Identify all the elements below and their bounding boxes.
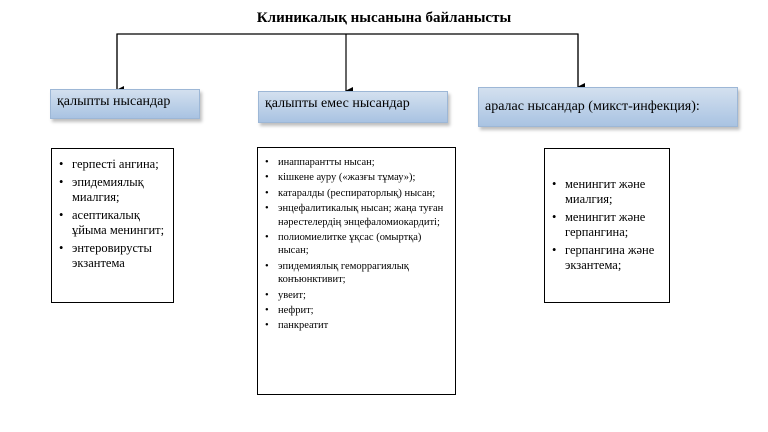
list-item: • катаралды (респираторлық) нысан; [262, 187, 451, 200]
list-item: • панкреатит [262, 319, 451, 332]
category-label: аралас нысандар (микст-инфекция): [485, 99, 700, 114]
category-normal-forms [50, 89, 200, 119]
list-item: • увеит; [262, 289, 451, 302]
category-label: қалыпты емес нысандар [265, 96, 410, 111]
list-item: • менингит және миалгия; [549, 177, 665, 207]
category-mixed-forms [478, 87, 738, 127]
mixed-forms-list [544, 148, 670, 303]
list-item: • энтеровирусты экзантема [56, 241, 169, 271]
list-item: • герпангина және экзантема; [549, 243, 665, 273]
list-item: • нефрит; [262, 304, 451, 317]
diagram-title: Клиникалық нысанына байланысты [256, 10, 512, 26]
normal-forms-list [51, 148, 174, 303]
list-item: • менингит және герпангина; [549, 210, 665, 240]
category-label: қалыпты нысандар [57, 94, 171, 109]
list-item: • кішкене ауру («жазғы тұмау»); [262, 171, 451, 184]
list-item: • асептикалық ұйыма менингит; [56, 208, 169, 238]
list-item: • эпидемиялық геморрагиялық конъюнктивит; [262, 260, 451, 287]
abnormal-forms-list [257, 147, 456, 395]
list-item: • инаппарантты нысан; [262, 156, 451, 169]
list-item: • герпесті ангина; [56, 157, 169, 172]
list-item: • полиомиелитке ұқсас (омыртқа) нысан; [262, 231, 451, 258]
list-item: • энцефалитикалық нысан; жаңа туған нәрестелердің энцефаломиокардиті; [262, 202, 451, 229]
list-item: • эпидемиялық миалгия; [56, 175, 169, 205]
category-abnormal-forms [258, 91, 448, 123]
